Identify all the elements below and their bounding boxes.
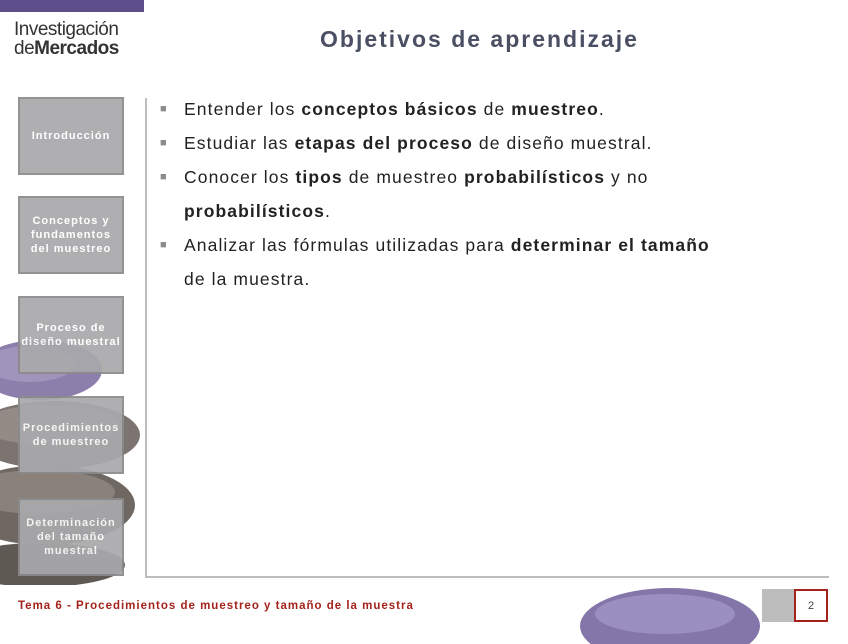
page-indicator-swatch (762, 589, 794, 622)
nav-determinacion-button[interactable]: Determinación del tamaño muestral (18, 498, 124, 576)
horizontal-divider (145, 576, 829, 578)
footer-topic: Tema 6 - Procedimientos de muestreo y tamaño de la muestra (18, 600, 414, 612)
nav-conceptos-button[interactable]: Conceptos y fundamentos del muestreo (18, 196, 124, 274)
objectives-list (160, 92, 800, 296)
bullet-square-icon: ■ (160, 103, 168, 115)
logo-prefix: de (14, 38, 35, 59)
bullet-square-icon: ■ (160, 171, 168, 183)
bullet-square-icon: ■ (160, 137, 168, 149)
slide-title: Objetivos de aprendizaje (320, 26, 639, 52)
objective-item: ■ Analizar las fórmulas utilizadas para determinar el tamaño de la muestra. (160, 228, 800, 296)
objective-item: ■ Estudiar las etapas del proceso de diseño muestral. (160, 126, 800, 160)
objective-item: ■ Entender los conceptos básicos de muestreo. (160, 92, 800, 126)
nav-procedimientos-button[interactable]: Procedimientos de muestreo (18, 396, 124, 474)
objective-item: ■ Conocer los tipos de muestreo probabilísticos y no probabilísticos. (160, 160, 800, 228)
page-number: 2 (794, 589, 828, 622)
logo-line-1: Investigación (14, 19, 119, 40)
page-indicator (762, 589, 828, 622)
top-accent-bar (0, 0, 144, 12)
logo-line-2 (14, 39, 119, 58)
nav-proceso-button[interactable]: Proceso de diseño muestral (18, 296, 124, 374)
stone-decoration-image (575, 584, 765, 644)
logo-bold: Mercados (34, 38, 119, 59)
vertical-divider (145, 98, 147, 576)
bullet-square-icon: ■ (160, 239, 168, 251)
brand-logo (14, 20, 119, 58)
nav-introduccion-button[interactable]: Introducción (18, 97, 124, 175)
